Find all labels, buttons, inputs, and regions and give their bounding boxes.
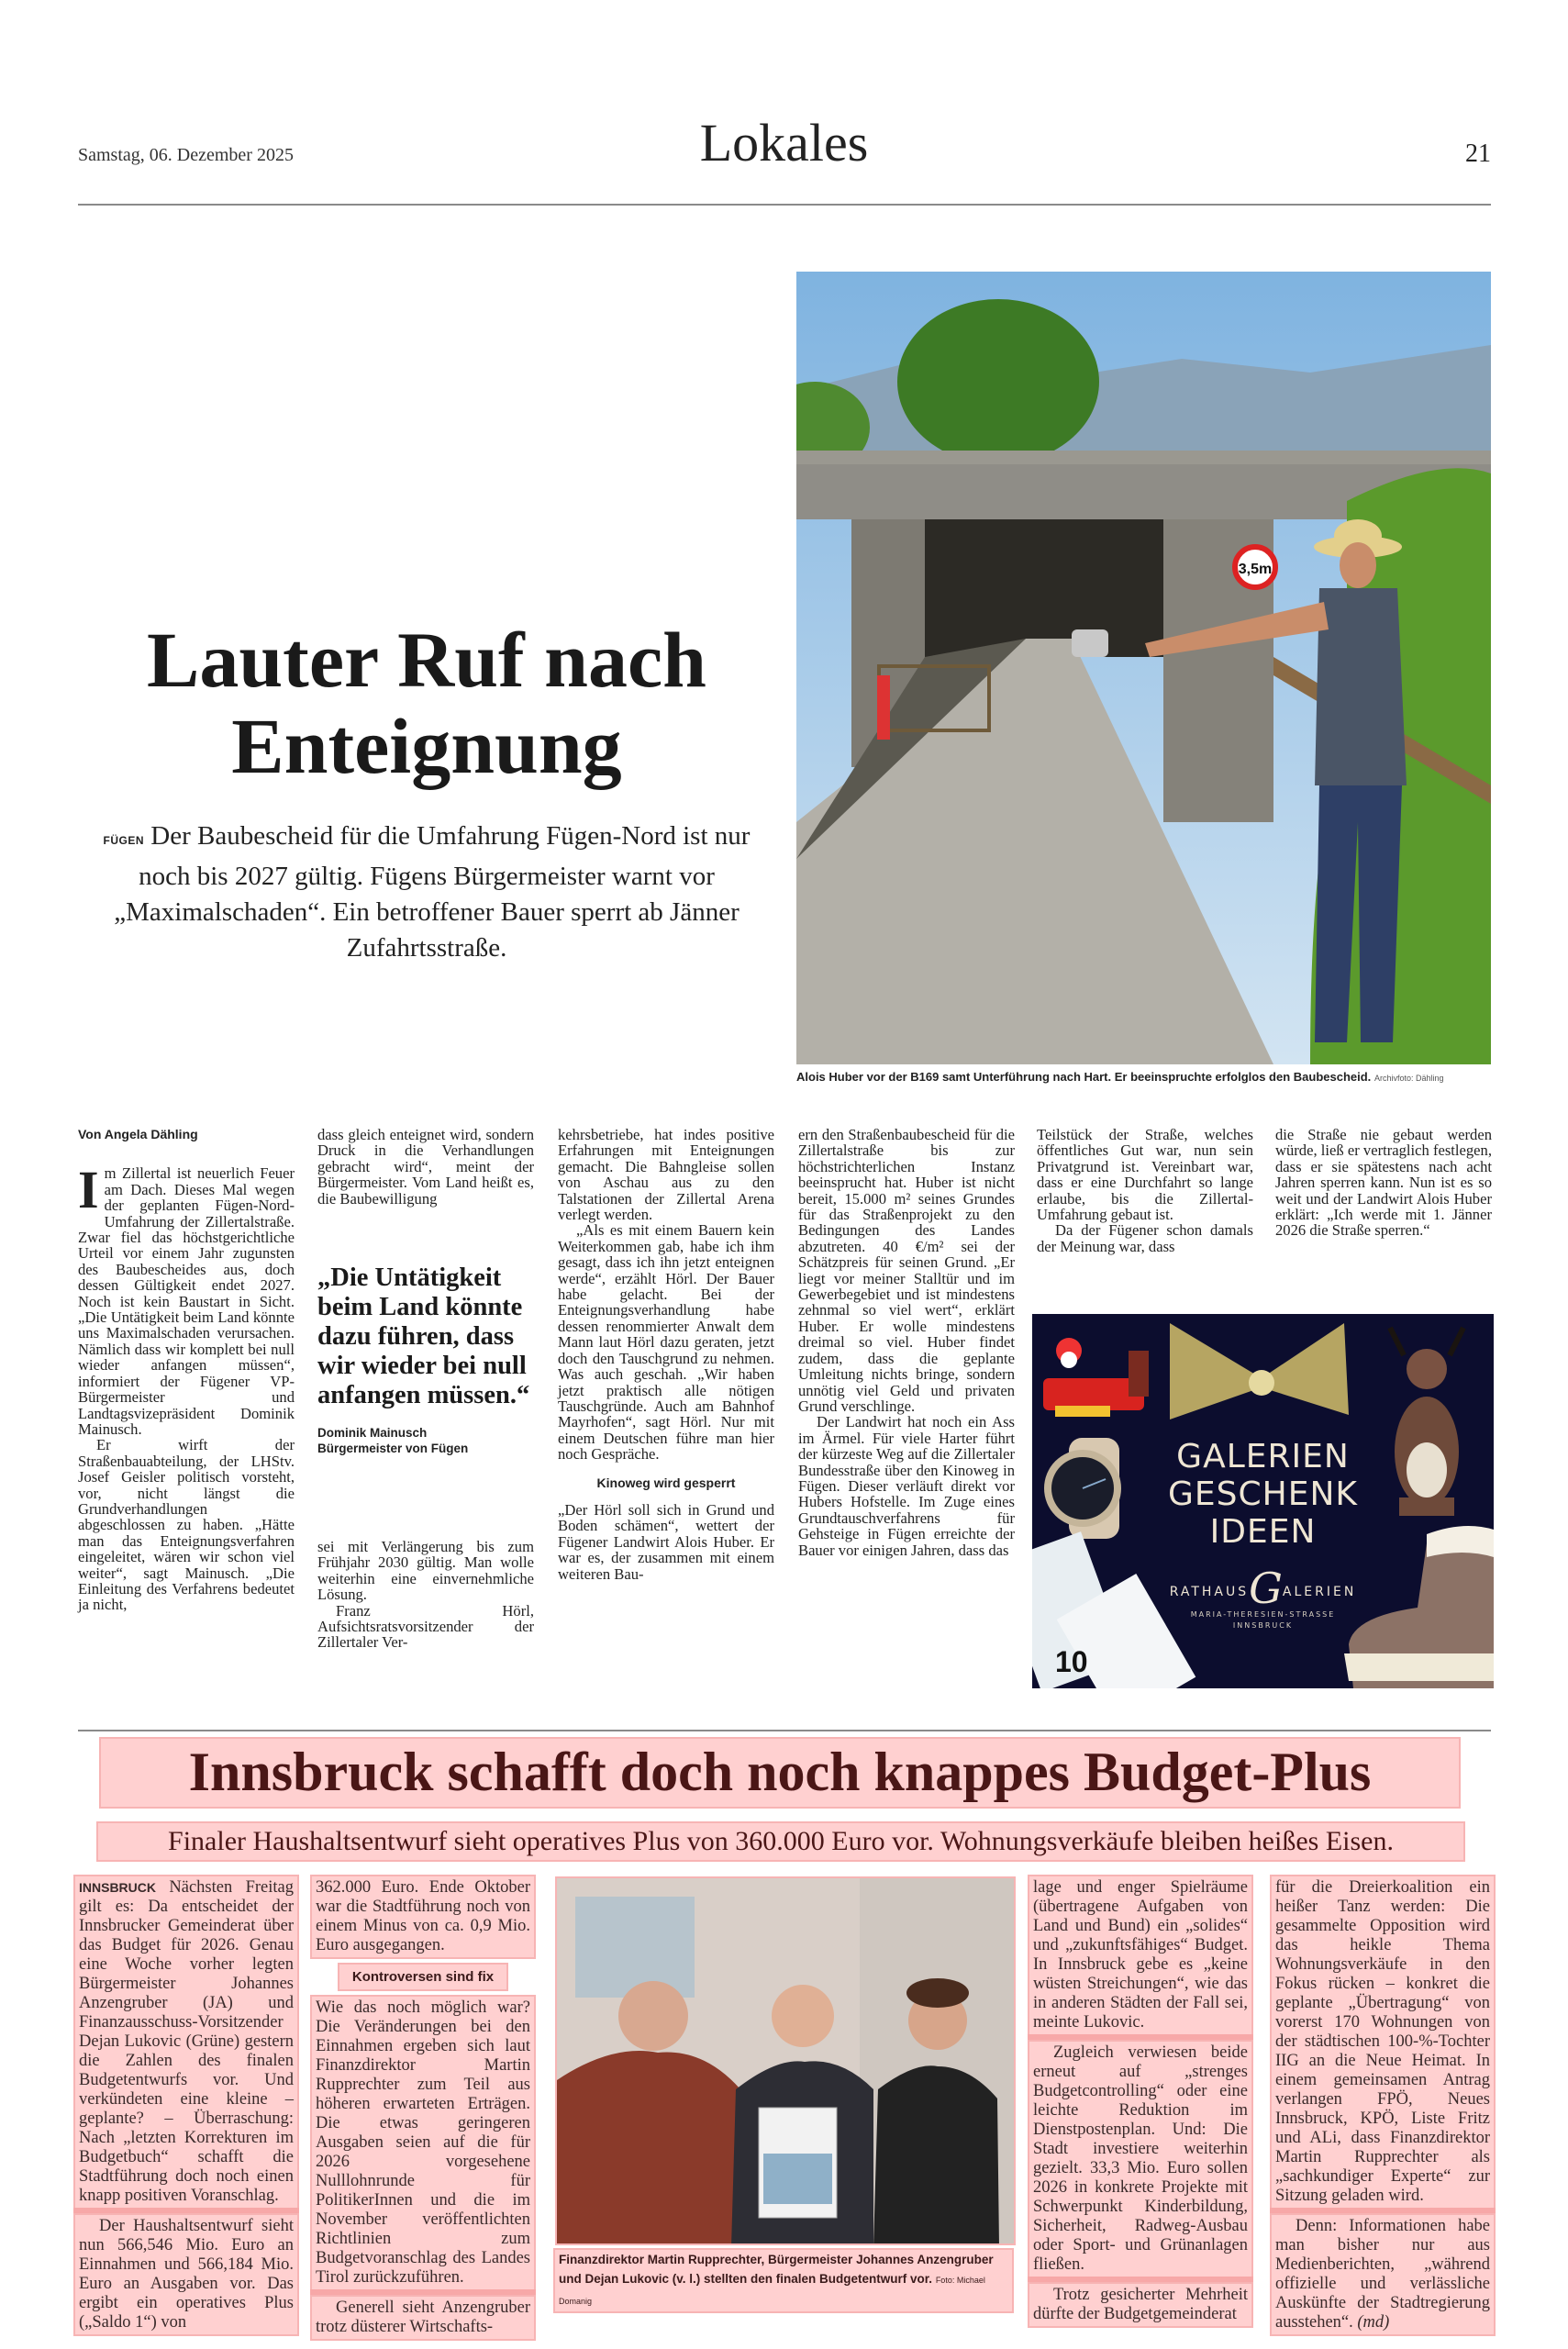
voucher-value: 10 [1055, 1645, 1088, 1678]
article2-column-2 [310, 1875, 536, 2341]
article-column-4 [798, 1127, 1015, 1558]
quote-name: Dominik Mainusch [317, 1426, 428, 1441]
paragraph: Er wirft der Straßenbauabteilung, der LHStv. Josef Geisler politisch vorsteht, vor, nicht längst die Grundverhandlungen abgeschlossen zu haben. „Hätte man das Enteignungsverfahren eingeleitet, wären wir schon viel weiter“, sagt Mainusch. „Die Einleitung des Verfahrens bedeutet ja nicht, [78, 1436, 295, 1614]
paragraph: kehrsbetriebe, hat indes positive Erfahrungen mit Enteignungen gemacht. Die Bahngleise sollen von Aschau aus zu den Talstationen der Zillertal Arena verlegt werden. [558, 1126, 774, 1224]
paragraph: Der Landwirt hat noch ein Ass im Ärmel. Für viele Harter führt der kürzeste Weg auf die Zillertaler Bundesstraße über den Kinoweg in Fügen. Dieser verläuft direkt vor Hubers Hofstelle. Im Zuge eines Grundtauschverfahrens für Gehsteige in Fügen erreichte der Bauer vor einigen Jahren, dass das [798, 1413, 1015, 1559]
paragraph: Generell sieht Anzengruber trotz düsterer Wirtschafts- [310, 2295, 536, 2341]
article-photo-budget-presentation [555, 1876, 1016, 2245]
article2-column-1 [73, 1875, 299, 2336]
paragraph: „Der Hörl soll sich in Grund und Boden schämen“, wettert der Fügener Landwirt Alois Huber. Er war es, der zusammen mit einem weiteren Bau- [558, 1500, 774, 1583]
group-photo-illustration [557, 1878, 1016, 2245]
subheading: Kinoweg wird gesperrt [596, 1475, 736, 1490]
ad-address [1032, 1609, 1494, 1631]
article-headline: Innsbruck schafft doch noch knappes Budget-Plus [99, 1737, 1461, 1809]
gold-bow-icon [1170, 1323, 1349, 1419]
ad-line: GESCHENK [1168, 1475, 1358, 1513]
issue-date: Samstag, 06. Dezember 2025 [78, 145, 294, 165]
subheading: Kontroversen sind fix [338, 1963, 508, 1991]
article-divider [78, 1730, 1491, 1731]
article-column-6 [1275, 1127, 1492, 1239]
article-column-1 [78, 1127, 295, 1613]
paragraph: Wie das noch möglich war? Die Veränderungen bei den Einnahmen ergeben sich laut Finanzdirektor Martin Rupprechter zum Teil aus höheren erwarteten Erträgen. Die etwas geringeren Ausgaben seien auf die für 2026 vorgesehene Nulllohnrunde für PolitikerInnen und die im November veröffentlichten Richtlinien zum Budgetvoranschlag des Landes Tirol zurückzuführen. [310, 1995, 536, 2291]
santa-sleigh-icon [1043, 1338, 1149, 1417]
article-headline: Lauter Ruf nach Enteignung [146, 616, 707, 790]
paragraph: 362.000 Euro. Ende Oktober war die Stadtführung noch von einem Minus von ca. 0,9 Mio. Euro ausgegangen. [310, 1875, 536, 1959]
address-line: MARIA-THERESIEN-STRASSE [1190, 1610, 1336, 1619]
dateline: INNSBRUCK [79, 1880, 156, 1895]
article2-column-4 [1270, 1875, 1496, 2336]
article-photo-underpass [796, 272, 1491, 1064]
photo-credit: Archivfoto: Dähling [1373, 1074, 1444, 1083]
paragraph: für die Dreierkoalition ein heißer Tanz werden: Die gesammelte Opposition wird das heikle Thema Wohnungsverkäufe in den Fokus rücken – konkret die geplante „Übertragung“ von vorerst 170 Wohnungen von der städtischen 100-%-Tochter IIG an die Neue Heimat. In einem gemeinsamen Antrag verlangen FPÖ, Neues Innsbruck, KPÖ, Liste Fritz und ALi, dass Finanzdirektor Martin Rupprechter als „sachkundiger Experte“ zur Sitzung geladen wird. [1270, 1875, 1496, 2210]
page-number: 21 [1465, 139, 1491, 168]
brand-part: ALERIEN [1282, 1585, 1357, 1599]
paragraph: dass gleich enteignet wird, sondern Druck in die Verhandlungen gebracht wird“, meint der Bürgermeister. Vom Land heißt es, die Baubewilligung [317, 1126, 534, 1208]
height-limit-sign: 3,5m [1238, 562, 1273, 577]
article-column-5 [1037, 1127, 1253, 1254]
paragraph: die Straße nie gebaut werden würde, ließ er vertraglich festlegen, dass er sie spätestens nach acht Jahren sperren kann. Nun ist es so weit und der Landwirt Alois Huber erklärt: „Ich werde mit 1. Jänner 2026 die Straße sperren.“ [1275, 1126, 1492, 1240]
paragraph: sei mit Verlängerung bis zum Frühjahr 2030 gültig. Man wolle weiterhin eine einvernehmliche Lösung. [317, 1538, 534, 1604]
ad-headline [1032, 1438, 1494, 1551]
ad-line: IDEEN [1209, 1513, 1317, 1551]
section-title: Lokales [699, 113, 869, 173]
brand-part: RATHAUS [1169, 1585, 1250, 1599]
paragraph: „Als es mit einem Bauern kein Weiterkommen gab, habe ich ihm gesagt, dass ich ihn jetzt enteignen werde“, erzählt Hörl. Der Bauer habe gelacht. Bei der Enteignungsverhandlung habe dessen renommierter Anwalt dem Mann laut Hörl dazu geraten, jetzt doch den Tauschgrund zu nehmen. Was auch geschah. „Wir haben jetzt praktisch alle nötigen Tauschgründe. Auch am Bahnhof Mayrhofen“, sagt Hörl. Nur mit einem Deutschen führe man hier noch Gespräche. [558, 1221, 774, 1464]
dateline: FÜGEN [103, 834, 145, 847]
caption-text: Alois Huber vor der B169 samt Unterführung nach Hart. Er beeinspruchte erfolglos den Baubescheid. [796, 1070, 1372, 1084]
photo-caption [553, 2248, 1014, 2313]
quote-role: Bürgermeister von Fügen [317, 1442, 469, 1456]
address-line: INNSBRUCK [1232, 1621, 1294, 1630]
paragraph: Franz Hörl, Aufsichtsratsvorsitzender der Zillertaler Ver- [317, 1601, 534, 1652]
photo-caption [796, 1070, 1491, 1084]
paragraph: Der Haushaltsentwurf sieht nun 566,546 Mio. Euro an Einnahmen und 566,184 Mio. Euro an Ausgaben vor. Das ergibt ein operatives Plus („Saldo 1“) von [73, 2213, 299, 2336]
ad-line: GALERIEN [1176, 1438, 1350, 1475]
underpass-photo-illustration [796, 272, 1491, 1064]
article-column-2 [317, 1127, 534, 1651]
drop-cap: I [78, 1160, 99, 1220]
article-subheadline: Finaler Haushaltsentwurf sieht operatives Plus von 360.000 Euro vor. Wohnungsverkäufe bleiben heißes Eisen. [96, 1821, 1465, 1862]
paragraph: Teilstück der Straße, welches öffentliches Gut war, nun sein Privatgrund ist. Vereinbart war, dass er eine Durchfahrt so lange erlaube, bis die Zillertal-Umfahrung gebaut ist. [1037, 1126, 1253, 1224]
paragraph: lage und enger Spielräume (übertragene Aufgaben von Land und Bund) ein „solides“ und „zukunftsfähiges“ Budget. In Innsbruck gebe es „keine wüsten Streichungen“, wie das in anderen Städten der Fall sei, meinte Lukovic. [1028, 1875, 1253, 2036]
brand-part: G [1249, 1564, 1283, 1613]
paragraph: Da der Fügener schon damals der Meinung war, dass [1037, 1221, 1253, 1255]
article2-column-3 [1028, 1875, 1253, 2328]
ad-brand-logo [1032, 1564, 1494, 1613]
paragraph [1270, 2213, 1496, 2336]
article-column-3 [558, 1127, 774, 1582]
lede-text: Der Baubescheid für die Umfahrung Fügen-Nord ist nur noch bis 2027 gültig. Fügens Bürgermeister warnt vor „Maximalschaden“. Ein betroffener Bauer sperrt ab Jänner Zufahrtsstraße. [114, 821, 751, 963]
paragraph [73, 1875, 299, 2210]
pull-quote: „Die Untätigkeit beim Land könnte dazu führen, dass wir wieder bei null anfangen müssen.“ [317, 1264, 530, 1410]
byline: Von Angela Dähling [78, 1127, 198, 1141]
quote-attribution [317, 1425, 534, 1456]
author-tag: (md) [1357, 2313, 1390, 2332]
paragraph-text: Nächsten Freitag gilt es: Da entscheidet der Innsbrucker Gemeinderat über das Budget für 2026. Genau eine Woche vorher legten Bürgermeister Johannes Anzengruber (JA) und Finanzausschuss-Vorsitzender Dejan Lukovic (Grüne) gestern die Zahlen des finalen Budgetentwurfs vor. Und verkündeten eine kleine – geplante? – Überraschung: Nach „letzten Korrekturen im Budgetbuch“ schafft die Stadtführung doch noch einen knapp positiven Voranschlag. [79, 1878, 294, 2205]
header-divider [78, 204, 1491, 206]
article-lede [101, 818, 752, 966]
photo-credit: Foto: Michael Domanig [559, 2276, 985, 2306]
paragraph: m Zillertal ist neuerlich Feuer am Dach. Dieses Mal wegen der geplanten Fügen-Nord-Umfahrung der Zillertalstraße. Zwar fiel das höchstgerichtliche Urteil vor einem Jahr zugunsten des Baubescheides aus, doch dessen Gültigkeit endet 2027. Noch ist kein Baustart in Sicht. „Die Untätigkeit beim Land könnte uns Maximalschaden verursachen. Nämlich dass wir komplett bei null wieder anfangen müssen“, informiert der Fügener VP-Bürgermeister und Landtagsvizepräsident Dominik Mainusch. [78, 1164, 295, 1438]
paragraph: Zugleich verwiesen beide erneut auf „strenges Budgetcontrolling“ oder eine leichte Reduktion im Dienstpostenplan. Und: Die Stadt investiere weiterhin gezielt. 33,3 Mio. Euro sollen 2026 in konkrete Projekte mit Schwerpunkt Kinderbildung, Sicherheit, Radweg-Ausbau oder Sport- und Grünanlagen fließen. [1028, 2040, 1253, 2278]
advertisement-rathausgalerien[interactable] [1032, 1314, 1494, 1688]
paragraph-text: Denn: Informationen habe man bisher nur aus Medienberichten, „während offizielle und verlässliche Auskünfte der Stadtregierung ausstehen“. [1275, 2217, 1490, 2332]
paragraph: Trotz gesicherter Mehrheit dürfte der Budgetgemeinderat [1028, 2282, 1253, 2328]
paragraph: ern den Straßenbaubescheid für die Zillertalstraße bis zur höchstrichterlichen Instanz beeinsprucht hat. Huber ist nicht bereit, 15.000 m² seines Grundes für das Straßenprojekt zu den Bedingungen des Landes abzutreten. 40 €/m² sei der Schätzpreis für seinen Grund. „Er liegt vor meiner Stalltür und im Gewerbegebiet und ist mindestens zehnmal so viel wert“, erklärt Huber. Er wolle mindestens dreimal so viel. Huber findet zudem, dass die geplante Umleitung nichts bringe, sondern unnötig viel Geld und privaten Grund verschlinge. [798, 1126, 1015, 1415]
caption-text: Finanzdirektor Martin Rupprechter, Bürgermeister Johannes Anzengruber und Dejan Lukovic (v. l.) stellten den finalen Budgetentwurf vor. [559, 2253, 994, 2286]
